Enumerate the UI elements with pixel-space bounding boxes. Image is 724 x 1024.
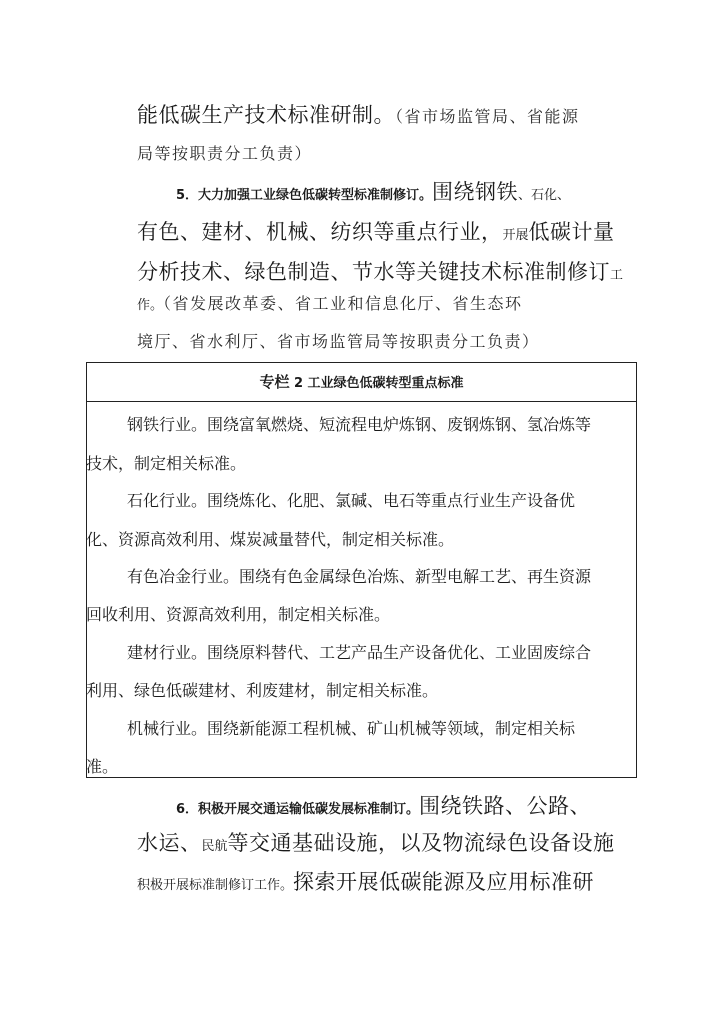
line-5-main: 分析技术、绿色制造、节水等关键技术标准制修订 — [137, 260, 610, 284]
section-6-line-2-b: 等交通基础设施，以及物流绿色设备设施 — [227, 831, 615, 855]
line-6 — [137, 296, 523, 312]
section-6-heading: 6．积极开展交通运输低碳发展标准制订。 — [176, 802, 420, 817]
section-6-line-2 — [137, 833, 615, 854]
line-1 — [137, 105, 580, 126]
box-para-1-line-1: 钢铁行业。围绕富氧燃烧、短流程电炉炼钢、废钢炼钢、氢冶炼等 — [127, 415, 592, 434]
section-5-heading: 5．大力加强工业绿色低碳转型标准制修订。 — [176, 188, 433, 203]
box-para-2-line-2: 化、资源高效利用、煤炭减量替代，制定相关标准。 — [86, 530, 455, 549]
line-4-main: 有色、建材、机械、纺织等重点行业， — [137, 220, 503, 244]
section-6-text-a: 围绕铁路、公路、 — [419, 794, 592, 818]
line-2-note: 局等按职责分工负责） — [137, 144, 313, 163]
box-para-4-line-1: 建材行业。围绕原料替代、工艺产品生产设备优化、工业固废综合 — [127, 643, 592, 662]
line-4-small: 开展 — [502, 228, 529, 243]
section-5-text-a: 围绕钢铁 — [432, 180, 519, 204]
box-para-3-line-2: 回收利用、资源高效利用，制定相关标准。 — [86, 605, 391, 624]
box-para-1-line-2: 技术，制定相关标准。 — [86, 454, 247, 473]
feature-box-title: 2 工业绿色低碳转型重点标准 — [293, 376, 464, 391]
line-6-small: 作。 — [137, 298, 164, 313]
line-4 — [137, 222, 615, 243]
line-1-main: 能低碳生产技术标准研制。 — [137, 103, 395, 127]
section-6-line-3 — [137, 872, 594, 893]
box-para-4-line-2: 利用、绿色低碳建材、利废建材，制定相关标准。 — [86, 681, 439, 700]
section-5-heading-line — [176, 182, 570, 203]
box-para-3-line-1: 有色冶金行业。围绕有色金属绿色冶炼、新型电解工艺、再生资源 — [127, 567, 592, 586]
section-6-line-3-b: 探索开展低碳能源及应用标准研 — [293, 870, 595, 894]
section-5-text-b: 、石化、 — [518, 188, 571, 203]
line-5-end: 工 — [610, 268, 624, 283]
section-6-heading-line — [176, 796, 591, 817]
line-7-note: 境厅、省水利厅、省市场监管局等按职责分工负责） — [137, 332, 540, 351]
line-2 — [137, 146, 312, 162]
line-1-note: （省市场监管局、省能源 — [395, 107, 580, 126]
box-para-5-line-1: 机械行业。围绕新能源工程机械、矿山机械等领域，制定相关标 — [127, 719, 576, 738]
line-5 — [137, 262, 623, 283]
section-6-line-2-a: 水运、 — [137, 831, 202, 855]
feature-box-header — [87, 363, 636, 402]
box-para-5-line-2: 准。 — [86, 757, 119, 776]
section-6-line-3-small: 积极开展标准制修订工作。 — [137, 878, 294, 893]
line-6-note: （省发展改革委、省工业和信息化厅、省生态环 — [163, 294, 523, 313]
line-4-end: 低碳计量 — [528, 220, 615, 244]
line-7 — [137, 334, 540, 350]
feature-box-label: 专栏 — [259, 373, 290, 391]
box-para-2-line-1: 石化行业。围绕炼化、化肥、氯碱、电石等重点行业生产设备优 — [127, 491, 576, 510]
feature-box — [86, 362, 637, 778]
section-6-line-2-small: 民航 — [201, 839, 228, 854]
